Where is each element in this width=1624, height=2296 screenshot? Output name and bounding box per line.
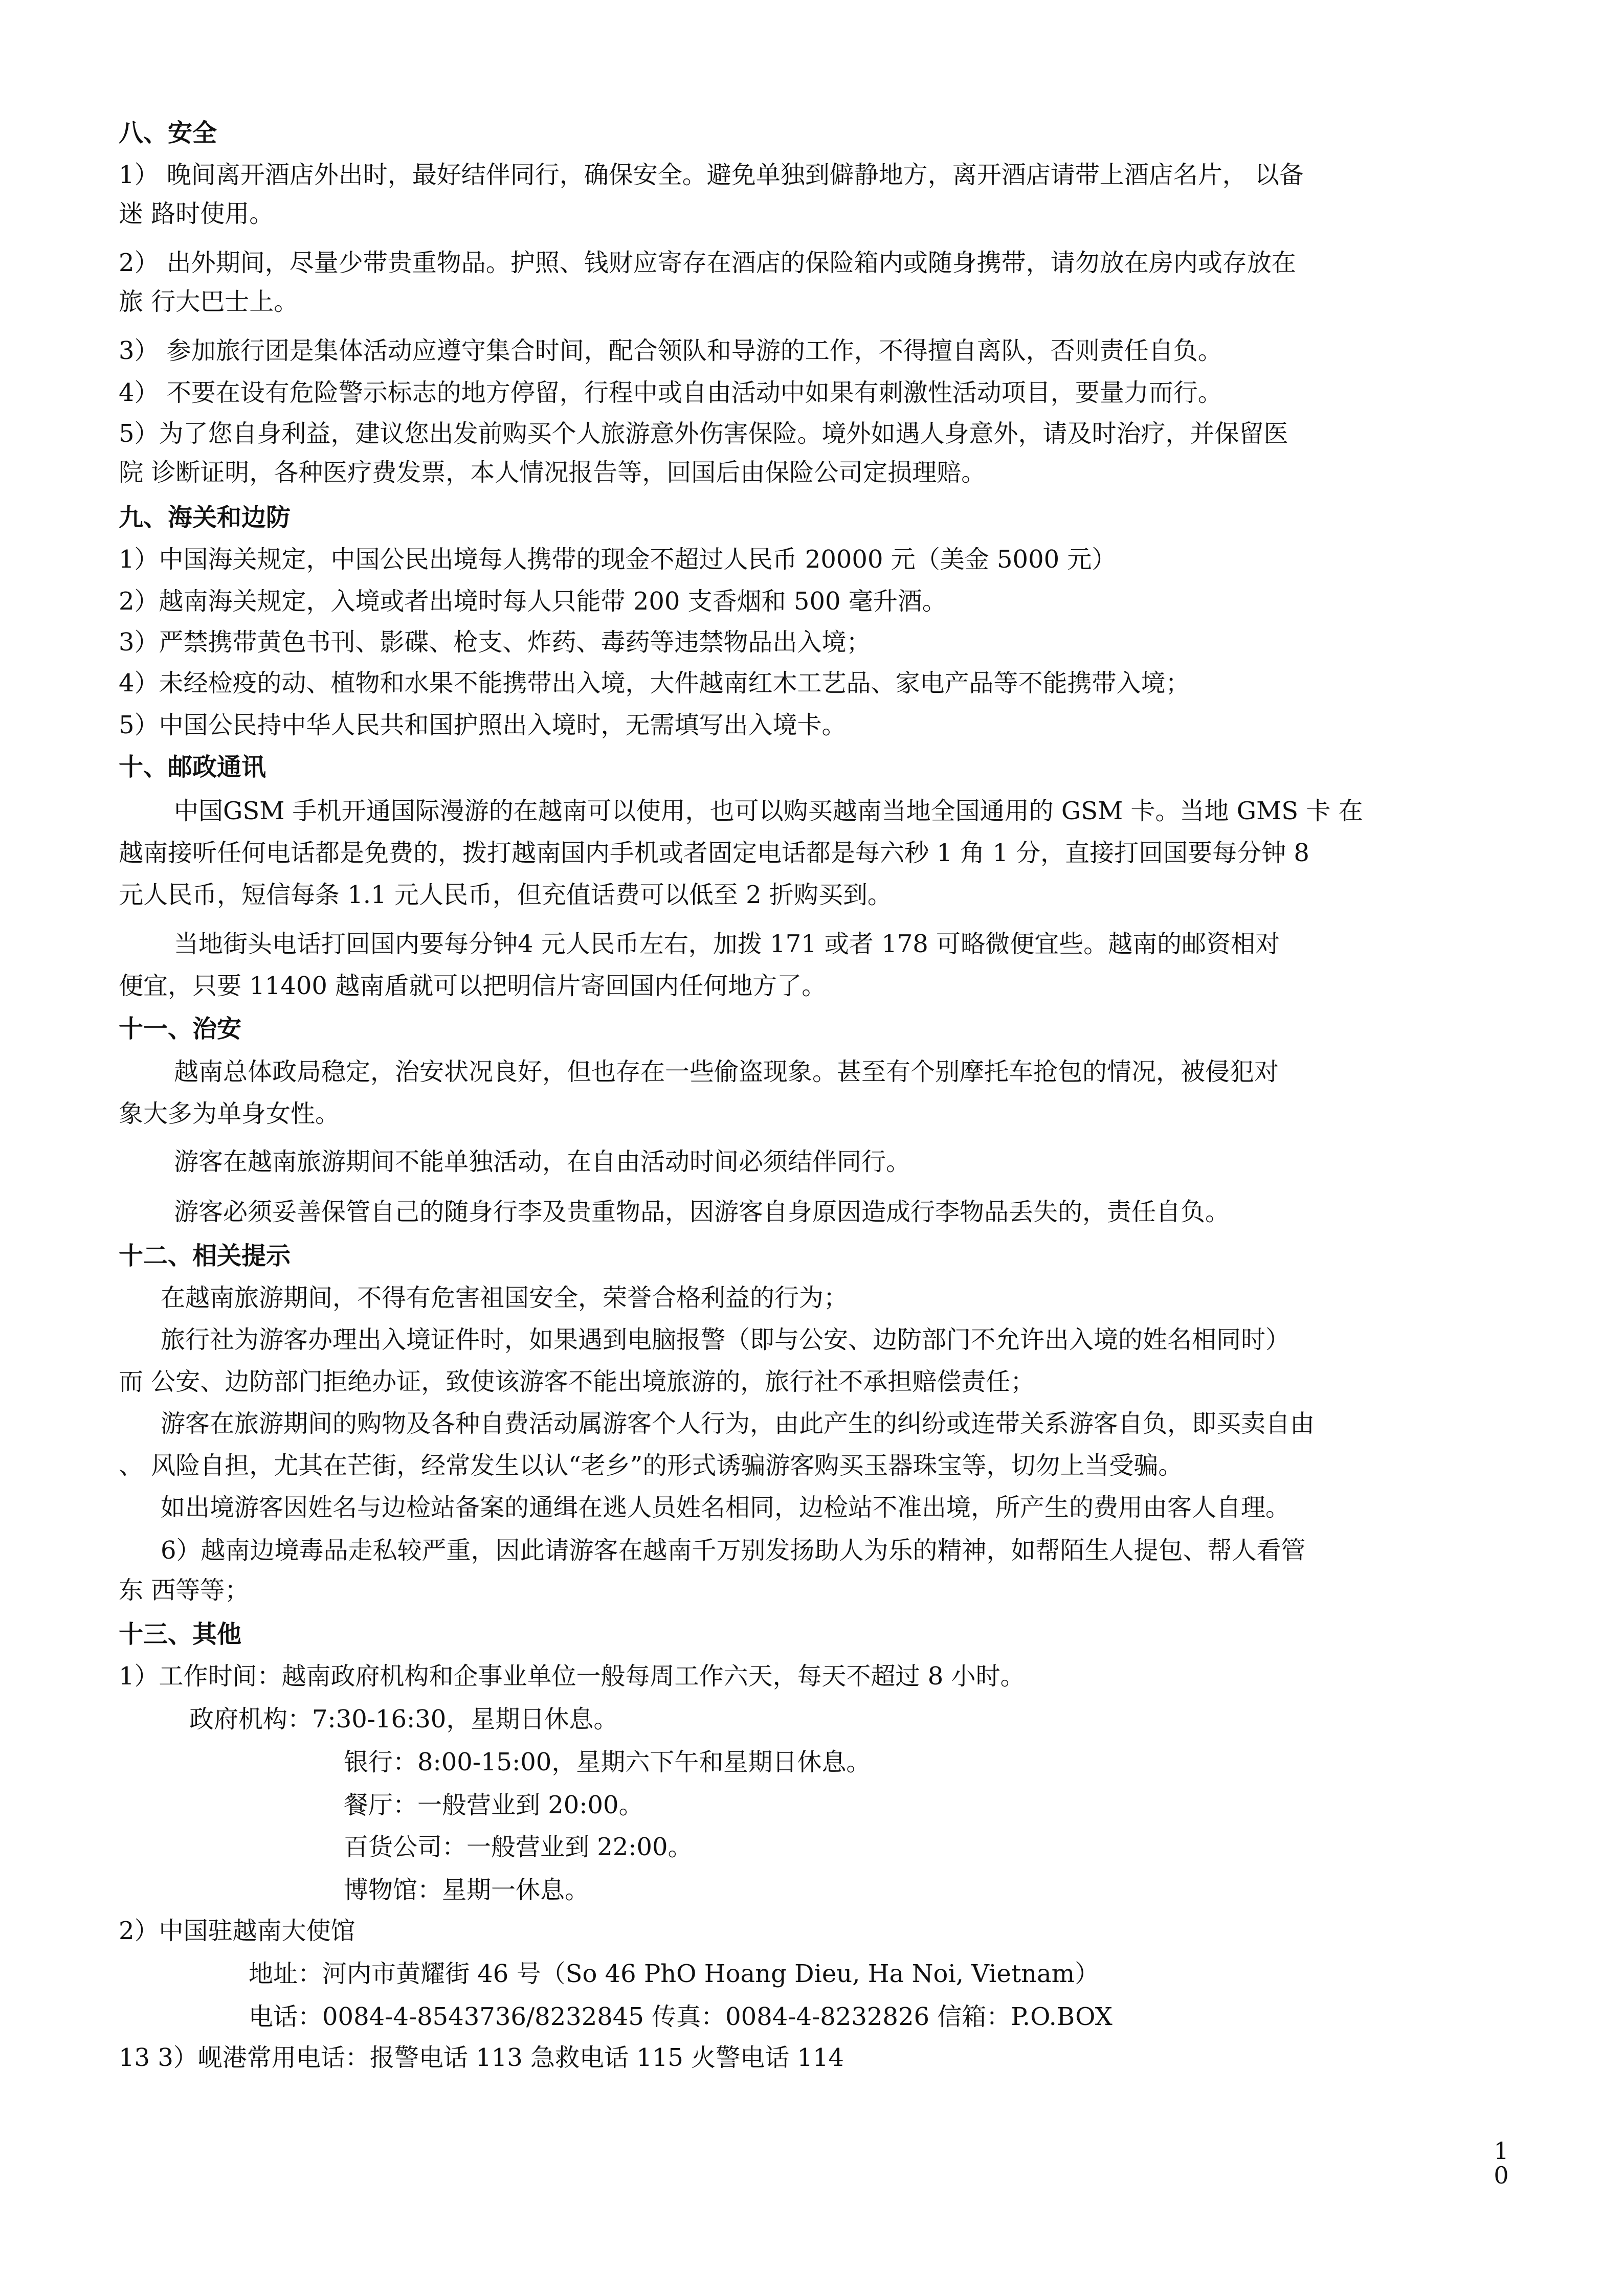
customs-line-1: 1）中国海关规定，中国公民出境每人携带的现金不超过人民币 20000 元（美金 5000 元） xyxy=(119,545,1117,574)
other-line-2: 政府机构：7:30-16:30，星期日休息。 xyxy=(189,1705,618,1734)
section-heading-tips: 十二、相关提示 xyxy=(119,1242,291,1270)
tips-line-5: 、 风险自担，尤其在芒街，经常发生以认“老乡”的形式诱骗游客购买玉器珠宝等，切勿上当受骗。 xyxy=(119,1451,1183,1480)
other-line-8: 地址：河内市黄耀街 46 号（So 46 PhO Hoang Dieu, Ha Noi, Vietnam） xyxy=(249,1960,1100,1988)
postal-line-2: 越南接听任何电话都是免费的，拨打越南国内手机或者固定电话都是每六秒 1 角 1 分，直接打回国要每分钟 8 xyxy=(119,839,1309,867)
page-number-digit-2: 0 xyxy=(1494,2162,1509,2189)
other-line-10: 13 3）岘港常用电话：报警电话 113 急救电话 115 火警电话 114 xyxy=(119,2043,844,2072)
other-line-9: 电话：0084-4-8543736/8232845 传真：0084-4-8232826 信箱：P.O.BOX xyxy=(249,2002,1113,2031)
security-line-4: 旅 行大巴士上。 xyxy=(119,287,299,316)
customs-line-4: 4）未经检疫的动、植物和水果不能携带出入境，大件越南红木工艺品、家电产品等不能携带入境； xyxy=(119,669,1190,697)
other-line-1: 1）工作时间：越南政府机构和企事业单位一般每周工作六天，每天不超过 8 小时。 xyxy=(119,1662,1025,1691)
section-heading-security: 八、安全 xyxy=(119,119,217,147)
order-line-2: 象大多为单身女性。 xyxy=(119,1099,340,1128)
security-line-8: 院 诊断证明，各种医疗费发票，本人情况报告等，回国后由保险公司定损理赔。 xyxy=(119,458,986,487)
section-heading-postal: 十、邮政通讯 xyxy=(119,753,266,781)
security-line-7: 5）为了您自身利益，建议您出发前购买个人旅游意外伤害保险。境外如遇人身意外，请及时治疗，并保留医 xyxy=(119,419,1288,448)
section-heading-order: 十一、治安 xyxy=(119,1015,242,1043)
security-line-6: 4） 不要在设有危险警示标志的地方停留，行程中或自由活动中如果有刺激性活动项目，要量力而行。 xyxy=(119,378,1222,407)
postal-line-3: 元人民币，短信每条 1.1 元人民币，但充值话费可以低至 2 折购买到。 xyxy=(119,881,892,909)
other-line-3: 银行：8:00-15:00，星期六下午和星期日休息。 xyxy=(344,1748,871,1776)
tips-line-7: 6）越南边境毒品走私较严重，因此请游客在越南千万别发扬助人为乐的精神，如帮陌生人提包、帮人看管 xyxy=(161,1536,1306,1565)
other-line-4: 餐厅：一般营业到 20:00。 xyxy=(344,1791,643,1819)
customs-line-5: 5）中国公民持中华人民共和国护照出入境时，无需填写出入境卡。 xyxy=(119,711,847,739)
tips-line-6: 如出境游客因姓名与边检站备案的通缉在逃人员姓名相同，边检站不准出境，所产生的费用由客人自理。 xyxy=(161,1493,1291,1522)
security-line-2: 迷 路时使用。 xyxy=(119,199,274,228)
other-line-6: 博物馆：星期一休息。 xyxy=(344,1876,590,1904)
customs-line-2: 2）越南海关规定，入境或者出境时每人只能带 200 支香烟和 500 毫升酒。 xyxy=(119,587,947,616)
tips-line-2: 旅行社为游客办理出入境证件时，如果遇到电脑报警（即与公安、边防部门不允许出入境的姓名相同时） xyxy=(161,1325,1291,1354)
section-heading-other: 十三、其他 xyxy=(119,1620,242,1649)
security-line-3: 2） 出外期间，尽量少带贵重物品。护照、钱财应寄存在酒店的保险箱内或随身携带，请勿放在房内或存放在 xyxy=(119,249,1296,277)
tips-line-3: 而 公安、边防部门拒绝办证，致使该游客不能出境旅游的，旅行社不承担赔偿责任； xyxy=(119,1367,1035,1396)
tips-line-8: 东 西等等； xyxy=(119,1576,250,1605)
order-line-1: 越南总体政局稳定，治安状况良好，但也存在一些偷盗现象。甚至有个别摩托车抢包的情况，被侵犯对 xyxy=(174,1057,1279,1086)
other-line-5: 百货公司：一般营业到 22:00。 xyxy=(344,1833,693,1861)
postal-line-1: 中国GSM 手机开通国际漫游的在越南可以使用，也可以购买越南当地全国通用的 GSM 卡。当地 GMS 卡 在 xyxy=(174,797,1363,825)
customs-line-3: 3）严禁携带黄色书刊、影碟、枪支、炸药、毒药等违禁物品出入境； xyxy=(119,628,871,657)
section-heading-customs: 九、海关和边防 xyxy=(119,503,291,532)
order-line-4: 游客必须妥善保管自己的随身行李及贵重物品，因游客自身原因造成行李物品丢失的，责任自负。 xyxy=(174,1198,1230,1226)
page-number-digit-1: 1 xyxy=(1494,2137,1509,2165)
security-line-1: 1） 晚间离开酒店外出时，最好结伴同行，确保安全。避免单独到僻静地方，离开酒店请带上酒店名片， 以备 xyxy=(119,161,1304,189)
tips-line-4: 游客在旅游期间的购物及各种自费活动属游客个人行为，由此产生的纠纷或连带关系游客自负，即买卖自由 xyxy=(161,1409,1315,1438)
order-line-3: 游客在越南旅游期间不能单独活动，在自由活动时间必须结伴同行。 xyxy=(174,1147,911,1176)
tips-line-1: 在越南旅游期间，不得有危害祖国安全，荣誉合格利益的行为； xyxy=(161,1284,849,1312)
postal-line-5: 便宜，只要 11400 越南盾就可以把明信片寄回国内任何地方了。 xyxy=(119,972,827,1000)
other-line-7: 2）中国驻越南大使馆 xyxy=(119,1917,355,1945)
security-line-5: 3） 参加旅行团是集体活动应遵守集合时间，配合领队和导游的工作，不得擅自离队，否则责任自负。 xyxy=(119,336,1222,365)
postal-line-4: 当地街头电话打回国内要每分钟4 元人民币左右，加拨 171 或者 178 可略微便宜些。越南的邮资相对 xyxy=(174,930,1280,958)
